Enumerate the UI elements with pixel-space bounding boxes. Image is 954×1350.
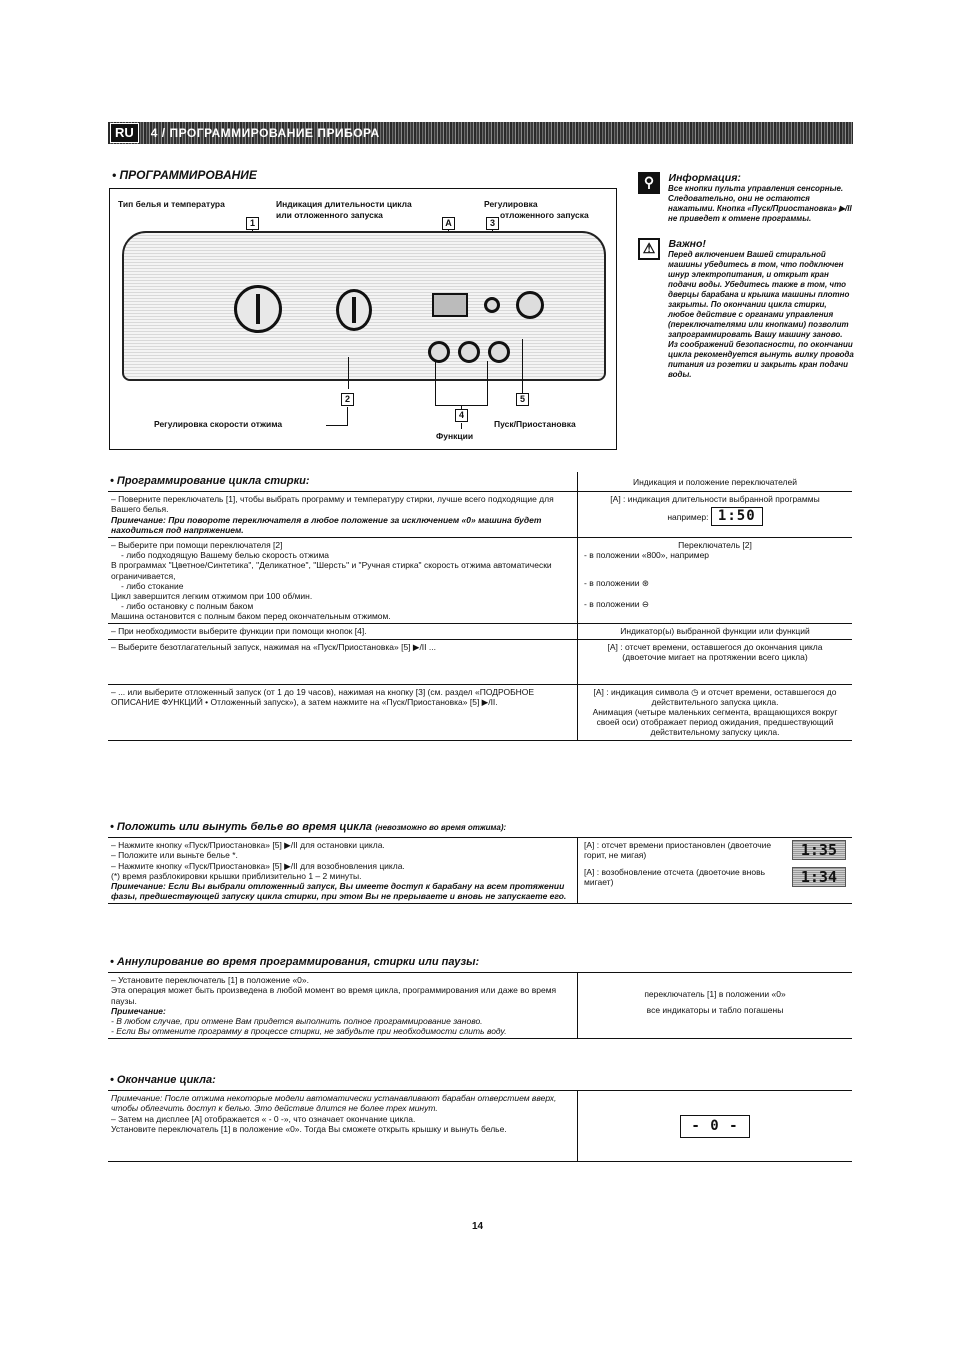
display-window — [432, 293, 468, 317]
lcd-end: - 0 - — [680, 1115, 749, 1138]
cancel-line1: – Установите переключатель [1] в положение «0». — [111, 975, 309, 986]
row3-text: – При необходимости выберите функции при помощи кнопок [4]. — [108, 624, 578, 638]
load-line3: – Нажмите кнопку «Пуск/Приостановка» [5] ▶/II для возобновления цикла. — [111, 860, 405, 871]
load-line1: – Нажмите кнопку «Пуск/Приостановка» [5] ▶/II для остановки цикла. — [111, 840, 385, 851]
programming-table — [108, 472, 852, 741]
section-header-bar — [108, 122, 853, 144]
row4-right1: [A] : отсчет времени, оставшегося до окончания цикла — [607, 641, 823, 652]
language-badge: RU — [110, 123, 139, 143]
callout-4: 4 — [455, 409, 468, 422]
row2-right1: Переключатель [2] — [678, 539, 752, 550]
label-functions: Функции — [436, 431, 474, 441]
section-title: • ПРОГРАММИРОВАНИЕ — [112, 168, 257, 182]
warning-icon: ⚠ — [638, 238, 660, 260]
row2-line5: Цикл завершится легким отжимом при 100 об/мин. — [111, 590, 313, 601]
label-delay-2: отложенного запуска — [500, 210, 589, 220]
table-title: • Программирование цикла стирки: — [108, 472, 578, 491]
label-delay: Регулировка — [484, 199, 538, 209]
important-text: Перед включением Вашей стиральной машины убедитесь в том, что подключен шнур электропитания, и открыт кран подачи воды. Убедитесь также в том, что дверцы барабана и крышка машины плотно закрыты. По окончании цикла стирки, любое действие с органами управления (переключателями или кнопками) позволит запрограммировать Вашу машину заново. Из соображений безопасности, по окончании цикла рекомендуется вынуть вилку провода питания из розетки и закрыть кран подачи воды. — [668, 250, 854, 379]
resume-text: [A] : возобновление отсчета (двоеточие вновь мигает) — [584, 866, 766, 887]
lcd-resumed: 1:34 — [792, 867, 846, 887]
delay-button — [484, 297, 500, 313]
label-indication-2: или отложенного запуска — [276, 210, 383, 220]
row1-note: Примечание: При повороте переключателя в любое положение за исключением «0» машина будет находиться под напряжением. — [111, 514, 542, 535]
row4-right2: (двоеточие мигает на протяжении всего цикла) — [622, 651, 808, 662]
end-line1: – Затем на дисплее [A] отображается « - 0 -», что означает окончание цикла. — [111, 1113, 416, 1124]
row2-line3: В программах "Цветное/Синтетика", "Деликатное", "Шерсть" и "Ручная стирка" скорость отжима автоматически ограничивается, — [111, 560, 552, 581]
load-title: • Положить или вынуть белье во время цикла — [110, 821, 373, 833]
function-button-3 — [488, 341, 510, 363]
lcd-duration: 1:50 — [711, 507, 763, 526]
cancel-note1: - В любом случае, при отмене Вам придется выполнить полное программирование заново. — [111, 1015, 483, 1026]
row2-right3: - в положении ⊛ — [584, 578, 649, 589]
info-title: Информация: — [668, 172, 741, 184]
cancel-title: • Аннулирование во время программирования, стирки или паузы: — [108, 953, 852, 973]
row3-right: Индикатор(ы) выбранной функции или функций — [620, 626, 810, 637]
callout-5: 5 — [516, 393, 529, 406]
end-line2: Установите переключатель [1] в положение «0». Тогда Вы сможете открыть крышку и вынуть белье. — [111, 1123, 507, 1134]
end-title: • Окончание цикла: — [108, 1071, 852, 1091]
pause-text: [A] : отсчет времени приостановлен (двоеточие горит, не мигая) — [584, 840, 772, 861]
cancel-note-title: Примечание: — [111, 1005, 166, 1016]
row2-line4: - либо стокание — [121, 580, 184, 591]
function-button-2 — [458, 341, 480, 363]
table-head-right: Индикация и положение переключателей — [632, 477, 797, 487]
row1-right: [A] : индикация длительности выбранной программы — [610, 494, 820, 505]
info-column — [638, 172, 854, 380]
row4-text: – Выберите безотлагательный запуск, нажимая на «Пуск/Приостановка» [5] ▶/II ... — [108, 640, 578, 684]
row2-line7: Машина остановится с полным баком перед окончательным отжимом. — [111, 611, 391, 622]
row5-text: – ... или выберите отложенный запуск (от 1 до 19 часов), нажимая на кнопку [3] (см. раздел «ПОДРОБНОЕ ОПИСАНИЕ ФУНКЦИЙ • Отложенный запуск»), а затем нажмите на «Пуск/Приостановка» [5] ▶/II. — [108, 685, 578, 740]
lcd-paused: 1:35 — [792, 840, 846, 860]
load-note: Примечание: Если Вы выбрали отложенный запуск, Вы имеете доступ к барабану на всем протяжении фазы, предшествующей запуску цикла стирки, при этом Вы не прерываете и вновь не запускаете его. — [111, 880, 567, 902]
cancel-note2: - Если Вы отмените программу в процессе стирки, не забудьте при необходимости слить воду. — [111, 1026, 507, 1037]
info-text: Все кнопки пульта управления сенсорные. Следовательно, они не остаются нажатыми. Кнопка «Пуск/Приостановка» ▶/II не приведет к отмене программы. — [668, 184, 852, 223]
end-of-cycle-table — [108, 1071, 852, 1162]
cancel-line2: Эта операция может быть произведена в любой момент во время цикла, программирования или даже во время паузы. — [111, 985, 557, 1006]
label-indication: Индикация длительности цикла — [276, 199, 412, 209]
machine-panel-drawing — [122, 231, 606, 381]
row2-line6: - либо остановку с полным баком — [121, 601, 254, 612]
row1-text: – Поверните переключатель [1], чтобы выбрать программу и температуру стирки, лучше всего подходящие для Вашего белья. — [111, 494, 554, 515]
important-title: Важно! — [668, 238, 706, 250]
cancel-table — [108, 953, 852, 1039]
label-spin-speed: Регулировка скорости отжима — [154, 419, 283, 429]
magnifier-icon: ⚲ — [638, 172, 660, 194]
label-laundry-type: Тип белья и температура — [118, 199, 225, 209]
spin-knob — [336, 289, 372, 331]
start-pause-button — [516, 291, 544, 319]
control-panel-diagram — [109, 188, 617, 450]
callout-a: A — [442, 217, 455, 230]
chapter-title: 4 / ПРОГРАММИРОВАНИЕ ПРИБОРА — [150, 125, 380, 140]
row2-right4: - в положении ⊖ — [584, 598, 649, 609]
row1-example: например: — [667, 512, 709, 523]
label-start-pause: Пуск/Приостановка — [494, 419, 576, 429]
callout-1: 1 — [246, 217, 259, 230]
cancel-right2: все индикаторы и табло погашены — [646, 1005, 784, 1016]
cancel-right1: переключатель [1] в положении «0» — [644, 989, 786, 1000]
callout-2: 2 — [341, 393, 354, 406]
row5-right1: [A] : индикация символа ◷ и отсчет времени, оставшегося до действительного запуска цикла. — [593, 686, 837, 707]
end-note: Примечание: После отжима некоторые модели автоматически устанавливают барабан отверстием вверх, чтобы облегчить доступ к белью. Это действие длится не более трех минут. — [111, 1093, 557, 1114]
function-button-1 — [428, 341, 450, 363]
callout-3: 3 — [486, 217, 499, 230]
load-line4: (*) время разблокировки крышки приблизительно 1 – 2 минуты. — [111, 870, 362, 881]
load-unload-table — [108, 818, 852, 904]
load-line2: – Положите или выньте белье *. — [111, 850, 238, 861]
page-number: 14 — [472, 1221, 484, 1232]
row2-line2: - либо подходящую Вашему белью скорость отжима — [121, 550, 330, 561]
program-knob — [234, 285, 282, 333]
row5-right2: Анимация (четыре маленьких сегмента, вращающихся вокруг своей оси) отображает период ожидания, предшествующий действительному запуску цикла. — [592, 707, 838, 738]
row2-right2: - в положении «800», например — [584, 550, 710, 561]
load-title-note: (невозможно во время отжима): — [375, 823, 507, 832]
row2-line1: – Выберите при помощи переключателя [2] — [111, 539, 283, 550]
